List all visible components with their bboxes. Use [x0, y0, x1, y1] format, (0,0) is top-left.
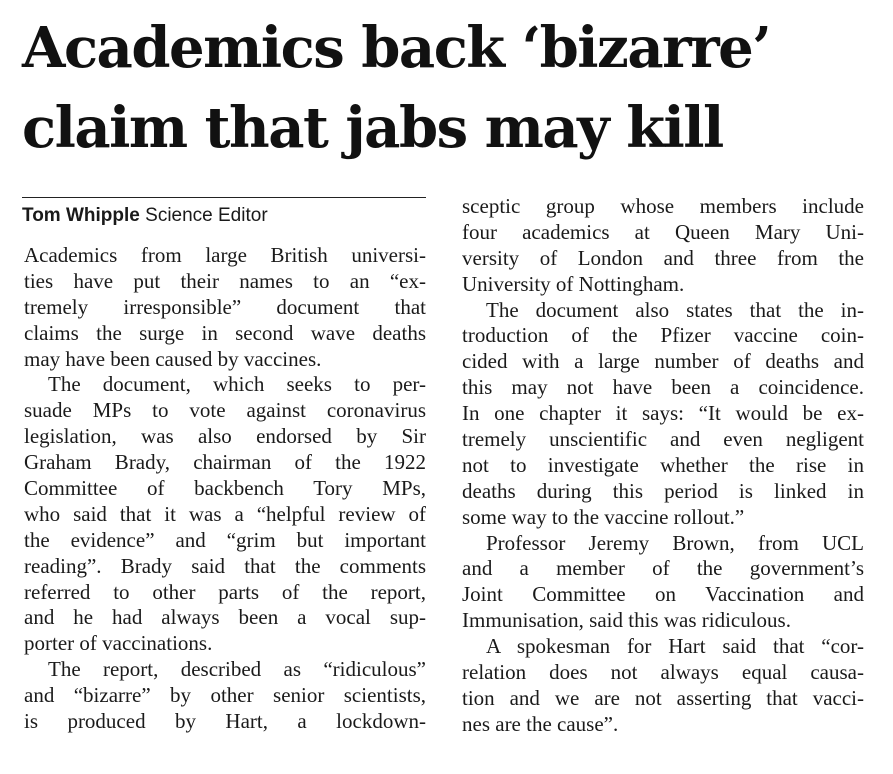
article-text-line: In one chapter it says: “It would be ex-	[462, 401, 864, 426]
byline-rule	[22, 197, 426, 198]
article-text-line: ties have put their names to an “ex-	[24, 268, 426, 293]
article-text-line: is produced by Hart, a lockdown-	[24, 709, 426, 734]
article-text-line: reading”. Brady said that the comments	[24, 553, 426, 578]
article-text-line: four academics at Queen Mary Uni-	[462, 219, 864, 244]
article-column-left	[24, 243, 426, 735]
article-text-line: sceptic group whose members include	[462, 194, 864, 218]
article-text-line: Graham Brady, chairman of the 1922	[24, 450, 426, 475]
article-text-line: may have been caused by vaccines.	[24, 346, 322, 371]
byline-role: Science Editor	[145, 205, 268, 226]
article-text-line: the evidence” and “grim but important	[24, 527, 426, 552]
article-text-line: and a member of the government’s	[462, 556, 864, 581]
article-text-line: Immunisation, said this was ridiculous.	[462, 608, 791, 633]
article-text-line: tion and we are not asserting that vacci-	[462, 685, 864, 710]
article-text-line: Academics from large British universi-	[24, 243, 426, 267]
article-text-line: claims the surge in second wave deaths	[24, 320, 426, 345]
article-text-line: relation does not always equal causa-	[462, 660, 864, 685]
byline-author: Tom Whipple	[22, 205, 140, 226]
headline-line-1: Academics back ‘bizarre’	[22, 15, 771, 81]
headline-line-2: claim that jabs may kill	[22, 95, 723, 161]
article-text-line: referred to other parts of the report,	[24, 579, 426, 604]
article-text-line: tremely unscientific and even negligent	[462, 427, 864, 452]
article-text-line: The document, which seeks to per-	[48, 372, 426, 397]
article-text-line: deaths during this period is linked in	[462, 478, 864, 503]
article-text-line: versity of London and three from the	[462, 245, 864, 270]
article-text-line: who said that it was a “helpful review of	[24, 501, 426, 526]
byline	[22, 204, 426, 228]
article-text-line: this may not have been a coincidence.	[462, 375, 864, 400]
article-text-line: The document also states that the in-	[486, 297, 864, 322]
article-text-line: Joint Committee on Vaccination and	[462, 582, 864, 607]
article-text-line: legislation, was also endorsed by Sir	[24, 424, 426, 449]
article-text-line: Professor Jeremy Brown, from UCL	[486, 530, 864, 555]
article-column-right	[462, 194, 864, 738]
headline	[22, 8, 882, 168]
article-text-line: Committee of backbench Tory MPs,	[24, 476, 426, 501]
article-text-line: cided with a large number of deaths and	[462, 349, 864, 374]
article-text-line: The report, described as “ridiculous”	[48, 657, 426, 682]
article-text-line: nes are the cause”.	[462, 711, 619, 736]
article-text-line: A spokesman for Hart said that “cor-	[486, 634, 864, 659]
article-text-line: and “bizarre” by other senior scientists,	[24, 683, 426, 708]
article-text-line: tremely irresponsible” document that	[24, 294, 426, 319]
article-text-line: porter of vaccinations.	[24, 631, 213, 656]
article-text-line: not to investigate whether the rise in	[462, 452, 864, 477]
article-text-line: University of Nottingham.	[462, 271, 685, 296]
article-text-line: some way to the vaccine rollout.”	[462, 504, 745, 529]
article-text-line: suade MPs to vote against coronavirus	[24, 398, 426, 423]
article-text-line: troduction of the Pfizer vaccine coin-	[462, 323, 864, 348]
article-text-line: and he had always been a vocal sup-	[24, 605, 426, 630]
